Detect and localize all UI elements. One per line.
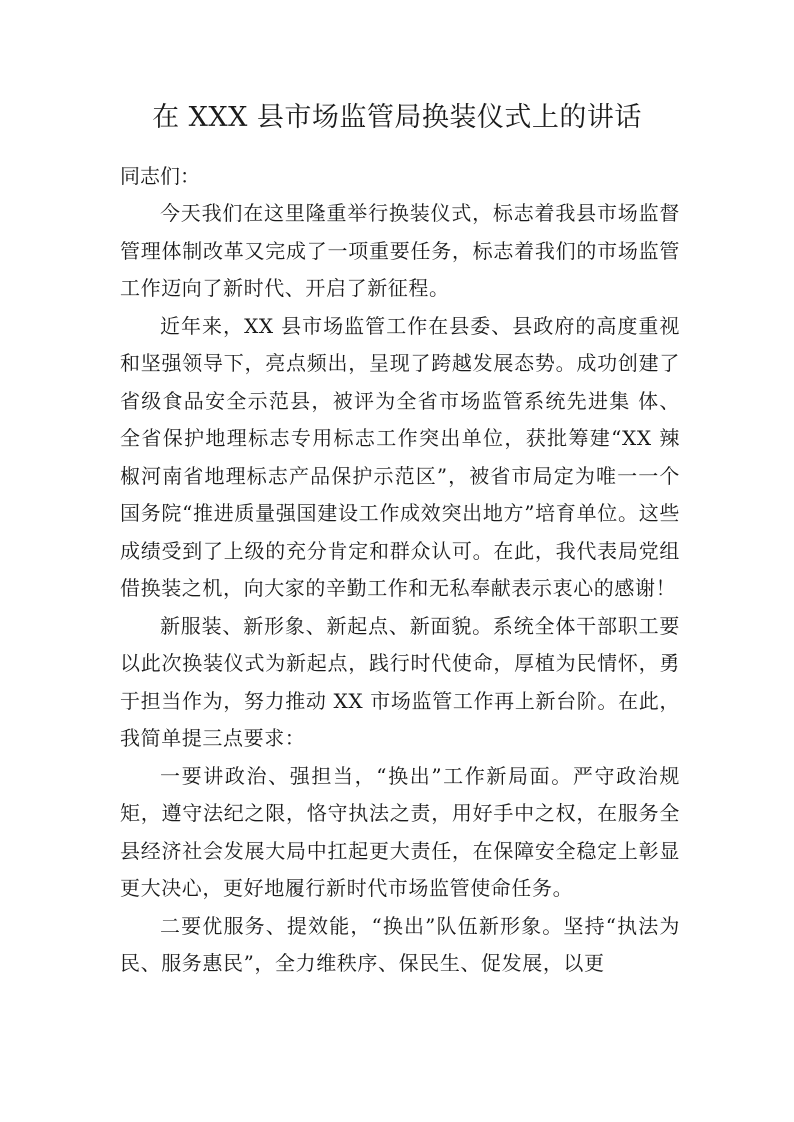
paragraph-achievements: 近年来，XX 县市场监管工作在县委、县政府的高度重视和坚强领导下，亮点频出，呈现了跨越发展态势。成功创建了省级食品安全示范县，被评为全省市场监管系统先进集 体、全省保护地理标志专用标志工作突出单位，获批筹建“XX 辣椒河南省地理标志产品保护示范区”，被省市局定为唯一一个国务院“推进质量强国建设工作成效突出地方”培育单位。这些成绩受到了上级的充分肯定和群众认可。在此，我代表局党组借换装之机，向大家的辛勤工作和无私奉献表示衷心的感谢！ [120, 313, 680, 600]
paragraph-new-start: 新服装、新形象、新起点、新面貌。系统全体干部职工要以此次换装仪式为新起点，践行时代使命，厚植为民情怀，勇于担当作为，努力推动 XX 市场监管工作再上新台阶。在此，我简单提三点要求： [120, 613, 680, 750]
paragraph-intro: 今天我们在这里隆重举行换装仪式，标志着我县市场监督管理体制改革又完成了一项重要任务，标志着我们的市场监管工作迈向了新时代、开启了新征程。 [120, 201, 680, 300]
speech-body [120, 158, 680, 983]
speech-title: 在 XXX 县市场监管局换装仪式上的讲话 [152, 102, 642, 133]
paragraph-requirement-one: 一要讲政治、强担当，“换出”工作新局面。严守政治规矩，遵守法纪之限，恪守执法之责，用好手中之权，在服务全县经济社会发展大局中扛起更大责任，在保障安全稳定上彰显更大决心，更好地履行新时代市场监管使命任务。 [120, 763, 680, 900]
salutation: 同志们： [120, 164, 200, 188]
paragraph-requirement-two: 二要优服务、提效能，“换出”队伍新形象。坚持“执法为民、服务惠民”，全力维秩序、保民生、促发展，以更 [120, 913, 680, 975]
